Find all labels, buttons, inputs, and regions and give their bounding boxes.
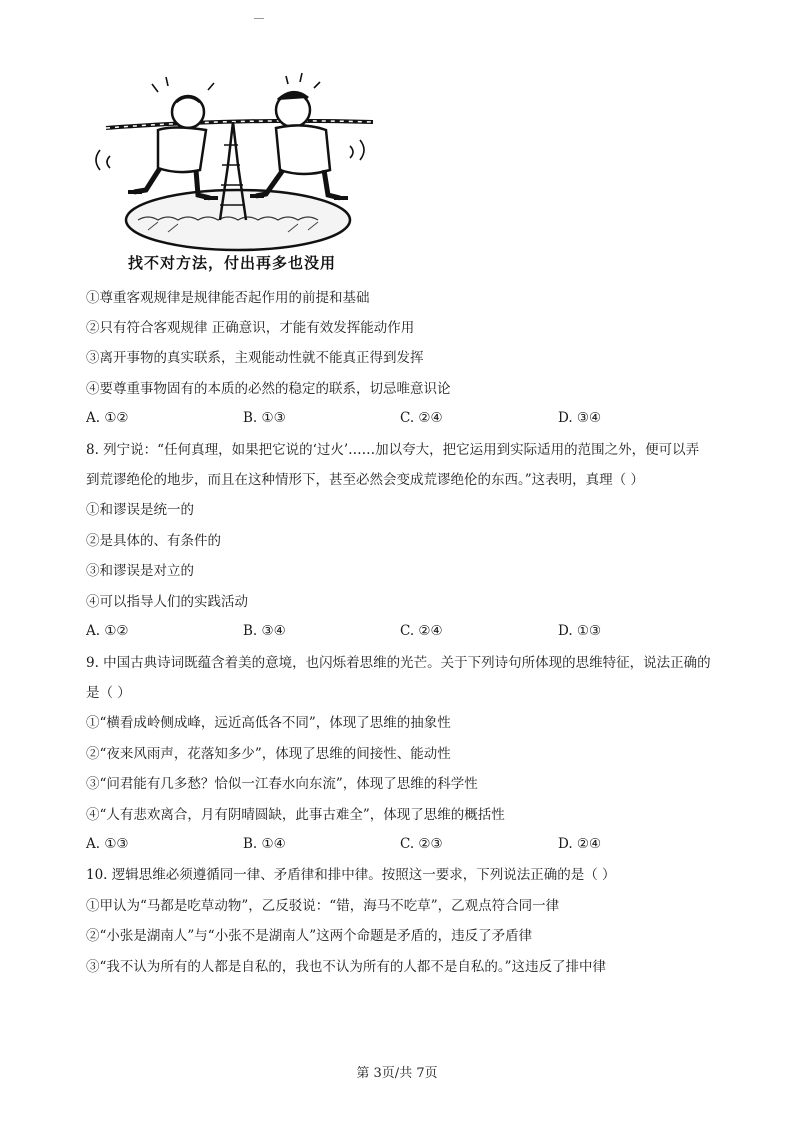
q8-option-b[interactable]: B. ③④: [243, 623, 286, 639]
q8-options: [86, 623, 726, 641]
q7-option-c[interactable]: C. ②④: [400, 410, 443, 426]
page-footer: 第 3页/共 7页: [356, 1066, 438, 1081]
q9-item-4: ④“人有悲欢离合，月有阴晴圆缺，此事古难全”，体现了思维的概括性: [86, 807, 505, 823]
q9-option-a[interactable]: A. ①③: [86, 836, 129, 852]
q7-item-4: ④要尊重事物固有的本质的必然的稳定的联系，切忌唯意识论: [86, 381, 451, 397]
q8-stem-line-2: 到荒谬绝伦的地步，而且在这种情形下，甚至必然会变成荒谬绝伦的东西。”这表明，真理（ ）: [86, 472, 644, 488]
q9-option-b[interactable]: B. ①④: [243, 836, 286, 852]
q7-option-a[interactable]: A. ①②: [86, 410, 129, 426]
q9-item-1: ①“横看成岭侧成峰，远近高低各不同”，体现了思维的抽象性: [86, 715, 451, 731]
q9-stem-line-2: 是（ ）: [86, 685, 131, 701]
cartoon-caption: 找不对方法，付出再多也没用: [128, 254, 337, 272]
tug-of-war-cartoon: [88, 70, 388, 280]
cartoon-drawing: [88, 70, 388, 260]
q8-item-3: ③和谬误是对立的: [86, 563, 194, 579]
q7-item-1: ①尊重客观规律是规律能否起作用的前提和基础: [86, 290, 370, 306]
q9-item-2: ②“夜来风雨声，花落知多少”，体现了思维的间接性、能动性: [86, 746, 451, 762]
q8-option-a[interactable]: A. ①②: [86, 623, 129, 639]
q10-item-1: ①甲认为“马都是吃草动物”，乙反驳说：“错，海马不吃草”，乙观点符合同一律: [86, 898, 560, 914]
q7-options: [86, 410, 726, 428]
q9-item-3: ③“问君能有几多愁？恰似一江春水向东流”，体现了思维的科学性: [86, 776, 478, 792]
q9-option-d[interactable]: D. ②④: [558, 836, 602, 852]
q10-item-3: ③“我不认为所有的人都是自私的，我也不认为所有的人都不是自私的。”这违反了排中律: [86, 959, 607, 975]
q9-options: [86, 836, 726, 854]
q10-item-2: ②“小张是湖南人”与“小张不是湖南人”这两个命题是矛盾的，违反了矛盾律: [86, 928, 533, 944]
q8-option-c[interactable]: C. ②④: [400, 623, 443, 639]
q7-option-b[interactable]: B. ①③: [243, 410, 286, 426]
q8-item-4: ④可以指导人们的实践活动: [86, 594, 248, 610]
q9-option-c[interactable]: C. ②③: [400, 836, 443, 852]
q8-stem-line-1: 8. 列宁说：“任何真理，如果把它说的‘过火’……加以夸大，把它运用到实际适用的范围之外，便可以弄: [86, 442, 700, 458]
q9-stem-line-1: 9. 中国古典诗词既蕴含着美的意境，也闪烁着思维的光芒。关于下列诗句所体现的思维特征，说法正确的: [86, 655, 711, 671]
q7-option-d[interactable]: D. ③④: [558, 410, 602, 426]
q7-item-3: ③离开事物的真实联系，主观能动性就不能真正得到发挥: [86, 350, 424, 366]
q8-option-d[interactable]: D. ①③: [558, 623, 602, 639]
q10-stem: 10. 逻辑思维必须遵循同一律、矛盾律和排中律。按照这一要求，下列说法正确的是（ ）: [86, 867, 616, 883]
q8-item-1: ①和谬误是统一的: [86, 502, 194, 518]
q7-item-2: ②只有符合客观规律 正确意识，才能有效发挥能动作用: [86, 320, 415, 336]
top-mark: [254, 18, 264, 19]
q8-item-2: ②是具体的、有条件的: [86, 533, 221, 549]
